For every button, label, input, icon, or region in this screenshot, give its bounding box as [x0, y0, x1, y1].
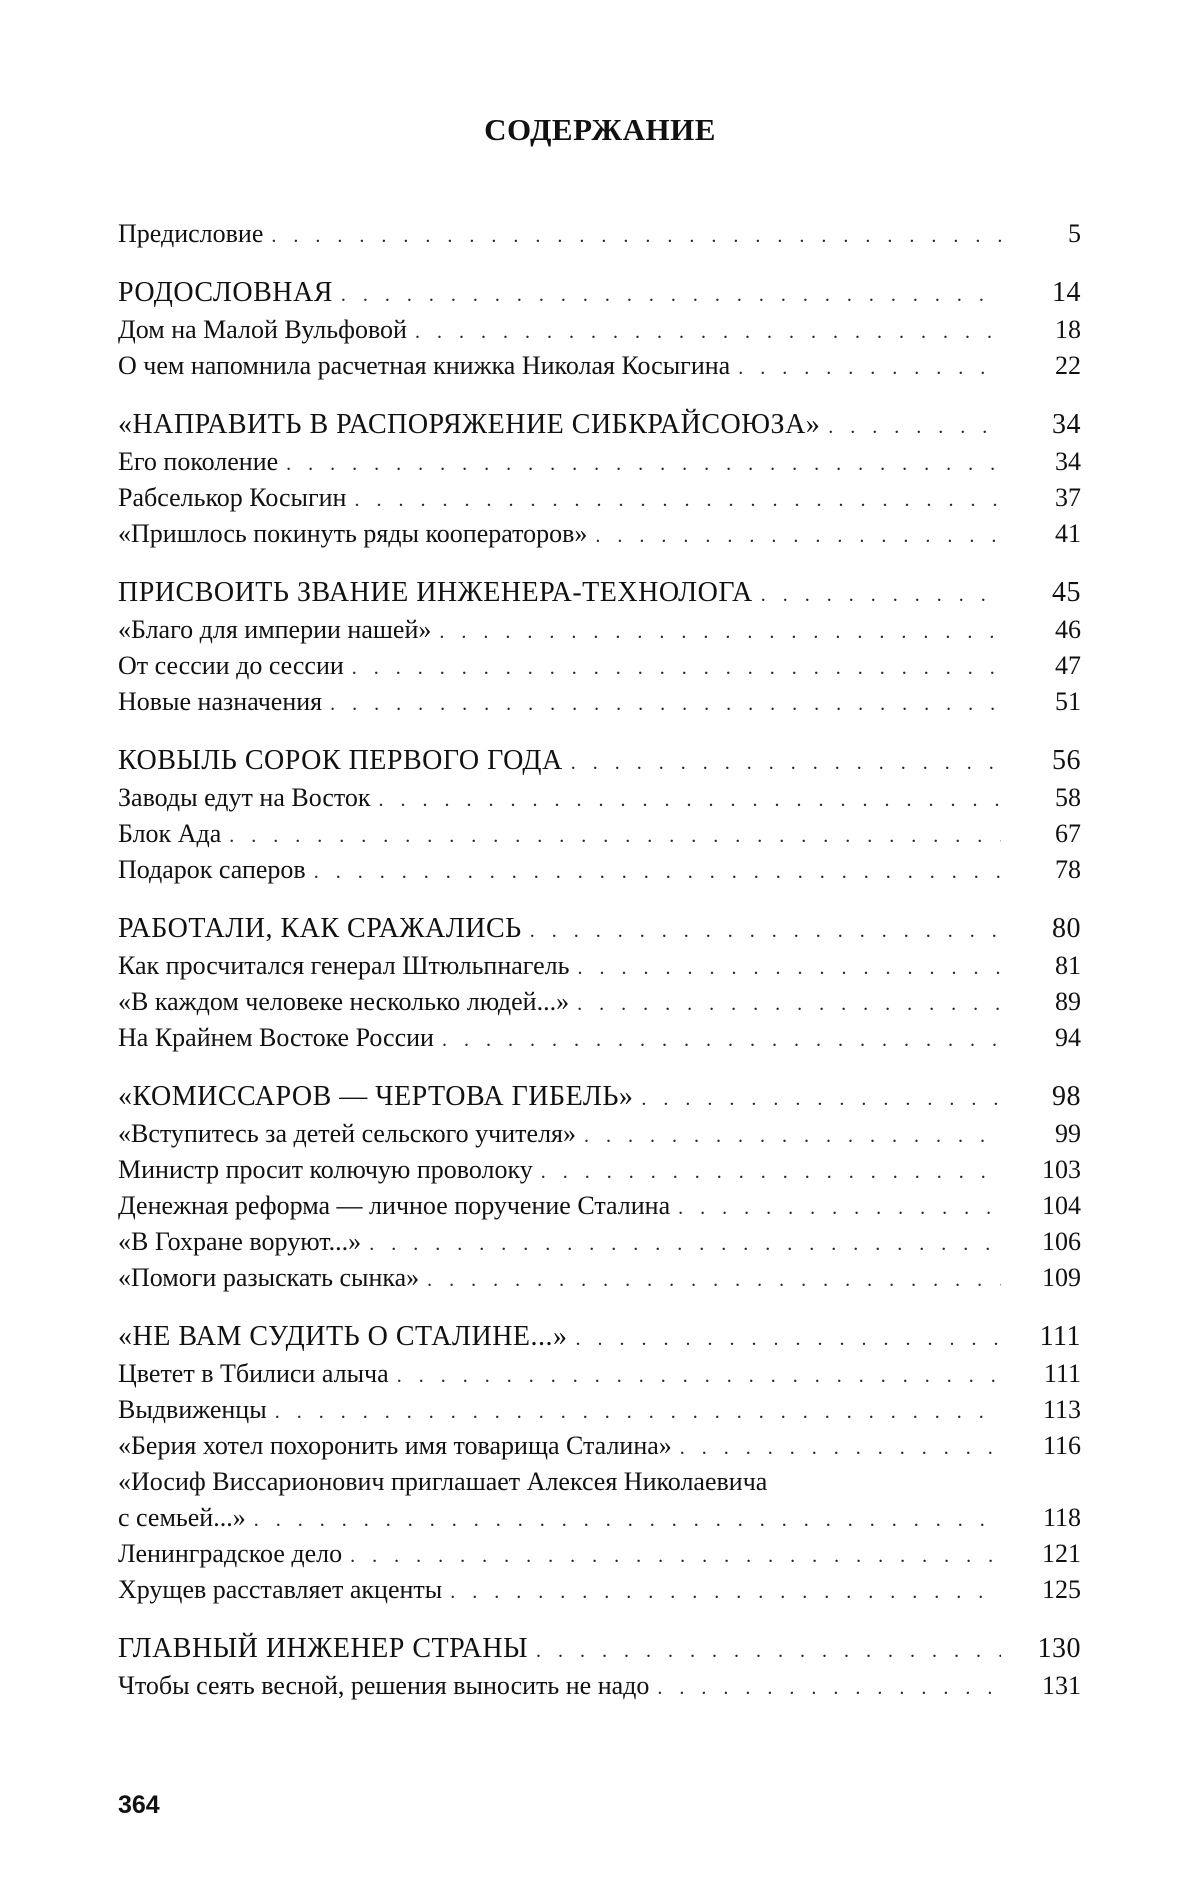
- dot-leader: [584, 1118, 1001, 1154]
- toc-entry-title: Как просчитался генерал Штюльпнагель: [118, 948, 577, 984]
- dot-leader: [379, 782, 1001, 818]
- toc-entry[interactable]: [118, 1428, 1081, 1464]
- toc-entry-title: Выдвиженцы: [118, 1392, 275, 1428]
- toc-entry-title: Чтобы сеять весной, решения выносить не надо: [118, 1668, 657, 1704]
- dot-leader: [271, 218, 1001, 254]
- dot-leader: [450, 1574, 1001, 1610]
- toc-entry-page: 45: [1031, 574, 1081, 612]
- dot-leader: [314, 854, 1001, 890]
- toc-entry-preface[interactable]: [118, 216, 1081, 252]
- toc-entry-page: 131: [1031, 1668, 1081, 1704]
- toc-entry-page: 56: [1031, 742, 1081, 780]
- dot-leader: [415, 314, 1001, 350]
- dot-leader: [229, 818, 1001, 854]
- dot-leader: [541, 1154, 1001, 1190]
- dot-leader: [576, 1320, 1001, 1358]
- page-number: 364: [118, 1791, 160, 1820]
- toc-section-heading[interactable]: [118, 742, 1081, 780]
- toc-entry-title: Дом на Малой Вульфовой: [118, 312, 415, 348]
- toc-entry[interactable]: [118, 1356, 1081, 1392]
- toc-entry-page: 109: [1031, 1260, 1081, 1296]
- toc-entry[interactable]: [118, 516, 1081, 552]
- dot-leader: [427, 1262, 1001, 1298]
- toc-entry[interactable]: [118, 684, 1081, 720]
- dot-leader: [678, 1190, 1001, 1226]
- toc-entry[interactable]: [118, 852, 1081, 888]
- dot-leader: [680, 1430, 1001, 1466]
- toc-sections: [118, 274, 1081, 1704]
- dot-leader: [275, 1394, 1001, 1430]
- toc-entry-page: 78: [1031, 852, 1081, 888]
- toc-entry-page: 121: [1031, 1536, 1081, 1572]
- toc-entry[interactable]: [118, 984, 1081, 1020]
- toc-entry-page: 41: [1031, 516, 1081, 552]
- toc-entry[interactable]: [118, 348, 1081, 384]
- dot-leader: [641, 1080, 1001, 1118]
- toc-entry-title: «НАПРАВИТЬ В РАСПОРЯЖЕНИЕ СИБКРАЙСОЮЗА»: [118, 406, 828, 444]
- toc-section-heading[interactable]: [118, 910, 1081, 948]
- toc-entry[interactable]: [118, 648, 1081, 684]
- dot-leader: [439, 614, 1001, 650]
- toc-section-heading[interactable]: [118, 574, 1081, 612]
- toc-entry-page: 94: [1031, 1020, 1081, 1056]
- toc-entry[interactable]: [118, 312, 1081, 348]
- toc-entry[interactable]: [118, 780, 1081, 816]
- dot-leader: [254, 1502, 1001, 1538]
- toc-entry-page: 98: [1031, 1078, 1081, 1116]
- page-title: СОДЕРЖАНИЕ: [0, 112, 1200, 148]
- toc-entry-title: Заводы едут на Восток: [118, 780, 379, 816]
- toc-entry-page: 111: [1031, 1318, 1081, 1356]
- toc-entry-title: Предисловие: [118, 216, 271, 252]
- dot-leader: [571, 744, 1001, 782]
- toc-entry[interactable]: [118, 1020, 1081, 1056]
- toc-entry-title: «НЕ ВАМ СУДИТЬ О СТАЛИНЕ...»: [118, 1318, 576, 1356]
- toc-entry-page: 34: [1031, 406, 1081, 444]
- toc-entry-title: «Благо для империи нашей»: [118, 612, 439, 648]
- toc-entry-page: 103: [1031, 1152, 1081, 1188]
- toc-entry-page: 99: [1031, 1116, 1081, 1152]
- dot-leader: [657, 1670, 1001, 1706]
- toc-entry[interactable]: [118, 948, 1081, 984]
- dot-leader: [577, 986, 1001, 1022]
- toc-entry-title: ГЛАВНЫЙ ИНЖЕНЕР СТРАНЫ: [118, 1630, 536, 1668]
- toc-entry-page: 51: [1031, 684, 1081, 720]
- toc-entry[interactable]: [118, 1224, 1081, 1260]
- toc-entry-page: 34: [1031, 444, 1081, 480]
- toc-entry-title: КОВЫЛЬ СОРОК ПЕРВОГО ГОДА: [118, 742, 571, 780]
- toc-entry-title: РАБОТАЛИ, КАК СРАЖАЛИСЬ: [118, 910, 530, 948]
- toc-entry[interactable]: [118, 1392, 1081, 1428]
- toc-entry[interactable]: [118, 1572, 1081, 1608]
- dot-leader: [442, 1022, 1001, 1058]
- toc-entry-title: «Вступитесь за детей сельского учителя»: [118, 1116, 584, 1152]
- toc-entry[interactable]: [118, 1116, 1081, 1152]
- toc-entry-page: 125: [1031, 1572, 1081, 1608]
- toc-entry-page: 5: [1031, 216, 1081, 252]
- toc-entry[interactable]: [118, 1536, 1081, 1572]
- toc-entry-title: Министр просит колючую проволоку: [118, 1152, 541, 1188]
- toc-entry-title: Хрущев расставляет акценты: [118, 1572, 450, 1608]
- toc-entry-title: с семьей...»: [118, 1500, 254, 1536]
- toc-entry-title: Денежная реформа — личное поручение Сталина: [118, 1188, 678, 1224]
- dot-leader: [350, 1538, 1001, 1574]
- toc-entry[interactable]: [118, 1668, 1081, 1704]
- toc-entry-title: О чем напомнила расчетная книжка Николая Косыгина: [118, 348, 738, 384]
- toc-entry-title: «Берия хотел похоронить имя товарища Сталина»: [118, 1428, 680, 1464]
- toc-entry[interactable]: [118, 1260, 1081, 1296]
- toc-entry-page: 104: [1031, 1188, 1081, 1224]
- toc-entry-title: От сессии до сессии: [118, 648, 352, 684]
- toc-entry-page: 58: [1031, 780, 1081, 816]
- toc-entry-page: 22: [1031, 348, 1081, 384]
- toc-entry-title: «КОМИССАРОВ — ЧЕРТОВА ГИБЕЛЬ»: [118, 1078, 641, 1116]
- toc-entry-page: 111: [1031, 1356, 1081, 1392]
- dot-leader: [352, 650, 1001, 686]
- toc-entry-title: «Иосиф Виссарионович приглашает Алексея Николаевича: [118, 1464, 775, 1500]
- toc-entry-page: 113: [1031, 1392, 1081, 1428]
- toc-entry-title: «Пришлось покинуть ряды кооператоров»: [118, 516, 595, 552]
- dot-leader: [536, 1632, 1001, 1670]
- dot-leader: [530, 912, 1001, 950]
- dot-leader: [341, 276, 1001, 314]
- toc-entry-title: На Крайнем Востоке России: [118, 1020, 442, 1056]
- dot-leader: [369, 1226, 1001, 1262]
- toc-section-heading[interactable]: [118, 406, 1081, 444]
- toc-entry-page: 47: [1031, 648, 1081, 684]
- dot-leader: [354, 482, 1001, 518]
- toc-entry-page: 89: [1031, 984, 1081, 1020]
- toc-entry-title: «Помоги разыскать сынка»: [118, 1260, 427, 1296]
- dot-leader: [286, 446, 1001, 482]
- toc-section-heading[interactable]: [118, 1630, 1081, 1668]
- dot-leader: [397, 1358, 1001, 1394]
- toc-entry-page: 106: [1031, 1224, 1081, 1260]
- dot-leader: [828, 408, 1001, 446]
- toc-entry-page: 18: [1031, 312, 1081, 348]
- toc-entry[interactable]: [118, 816, 1081, 852]
- toc-entry-title: «В каждом человеке несколько людей...»: [118, 984, 577, 1020]
- dot-leader: [595, 518, 1001, 554]
- toc-section-heading[interactable]: [118, 1318, 1081, 1356]
- dot-leader: [330, 686, 1001, 722]
- toc-entry[interactable]: [118, 1152, 1081, 1188]
- toc-entry[interactable]: [118, 612, 1081, 648]
- toc-section-heading[interactable]: [118, 274, 1081, 312]
- toc-section-heading[interactable]: [118, 1078, 1081, 1116]
- toc-entry[interactable]: [118, 444, 1081, 480]
- toc-entry-page: 118: [1031, 1500, 1081, 1536]
- toc-entry-continuation[interactable]: [118, 1500, 1081, 1536]
- toc-entry-page: 130: [1031, 1630, 1081, 1668]
- dot-leader: [761, 576, 1001, 614]
- toc-entry-title: Цветет в Тбилиси алыча: [118, 1356, 397, 1392]
- toc-entry-title: Рабселькор Косыгин: [118, 480, 354, 516]
- toc-entry-title: ПРИСВОИТЬ ЗВАНИЕ ИНЖЕНЕРА-ТЕХНОЛОГА: [118, 574, 761, 612]
- toc-entry-title: Ленинградское дело: [118, 1536, 350, 1572]
- toc-entry-title: Блок Ада: [118, 816, 229, 852]
- toc-entry-title: «В Гохране воруют...»: [118, 1224, 369, 1260]
- dot-leader: [577, 950, 1001, 986]
- toc-entry-title: РОДОСЛОВНАЯ: [118, 274, 341, 312]
- toc-entry-title: Его поколение: [118, 444, 286, 480]
- toc-entry[interactable]: [118, 1464, 1081, 1500]
- toc-entry-page: 46: [1031, 612, 1081, 648]
- toc-entry-page: 116: [1031, 1428, 1081, 1464]
- toc-entry-page: 80: [1031, 910, 1081, 948]
- toc-entry-title: Подарок саперов: [118, 852, 314, 888]
- toc-entry-page: 67: [1031, 816, 1081, 852]
- toc-entry-page: 81: [1031, 948, 1081, 984]
- table-of-contents: [118, 216, 1081, 1706]
- toc-entry-page: 37: [1031, 480, 1081, 516]
- toc-entry[interactable]: [118, 1188, 1081, 1224]
- dot-leader: [738, 350, 1001, 386]
- toc-entry-page: 14: [1031, 274, 1081, 312]
- toc-entry[interactable]: [118, 480, 1081, 516]
- toc-entry-title: Новые назначения: [118, 684, 330, 720]
